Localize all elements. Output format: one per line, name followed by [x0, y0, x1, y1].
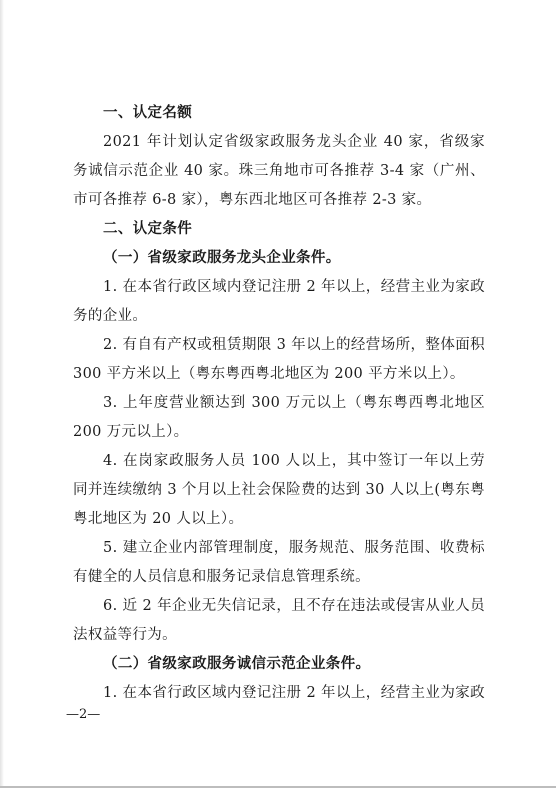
section-heading-quota: 一、认定名额	[103, 105, 193, 121]
paragraph-line: 6. 近 2 年企业无失信记录，且不存在违法或侵害从业人员	[103, 598, 485, 614]
paragraph-line: 200 万元以上）。	[73, 424, 189, 440]
paragraph-line: 2. 有自有产权或租赁期限 3 年以上的经营场所，整体面积	[103, 337, 485, 353]
subheading-integrity-enterprise: （二）省级家政服务诚信示范企业条件。	[103, 656, 371, 672]
paragraph-line: 法权益等行为。	[73, 627, 177, 643]
paragraph-line: 粤北地区为 20 人以上）。	[73, 511, 244, 527]
paragraph-line: 1. 在本省行政区域内登记注册 2 年以上，经营主业为家政	[103, 685, 485, 701]
paragraph-line: 同并连续缴纳 3 个月以上社会保险费的达到 30 人以上(粤东粤	[73, 482, 485, 498]
paragraph-line: 300 平方米以上（粤东粤西粤北地区为 200 平方米以上）。	[73, 366, 465, 382]
paragraph-line: 4. 在岗家政服务人员 100 人以上，其中签订一年以上劳	[103, 453, 485, 469]
paragraph-line: 3. 上年度营业额达到 300 万元以上（粤东粤西粤北地区	[103, 395, 485, 411]
page-number: —2—	[66, 707, 101, 722]
page-edge-shadow	[0, 0, 4, 788]
paragraph-line: 2021 年计划认定省级家政服务龙头企业 40 家，省级家	[103, 134, 485, 150]
section-heading-conditions: 二、认定条件	[103, 221, 193, 237]
paragraph-line: 5. 建立企业内部管理制度，服务规范、服务范围、收费标	[103, 540, 485, 556]
paragraph-line: 务的企业。	[73, 308, 148, 324]
paragraph-line: 1. 在本省行政区域内登记注册 2 年以上，经营主业为家政	[103, 279, 485, 295]
paragraph-line: 有健全的人员信息和服务记录信息管理系统。	[73, 569, 370, 585]
paragraph-line: 市可各推荐 6-8 家），粤东西北地区可各推荐 2-3 家。	[73, 192, 432, 208]
subheading-leading-enterprise: （一）省级家政服务龙头企业条件。	[103, 250, 341, 266]
paragraph-line: 务诚信示范企业 40 家。珠三角地市可各推荐 3-4 家（广州、	[73, 163, 485, 179]
